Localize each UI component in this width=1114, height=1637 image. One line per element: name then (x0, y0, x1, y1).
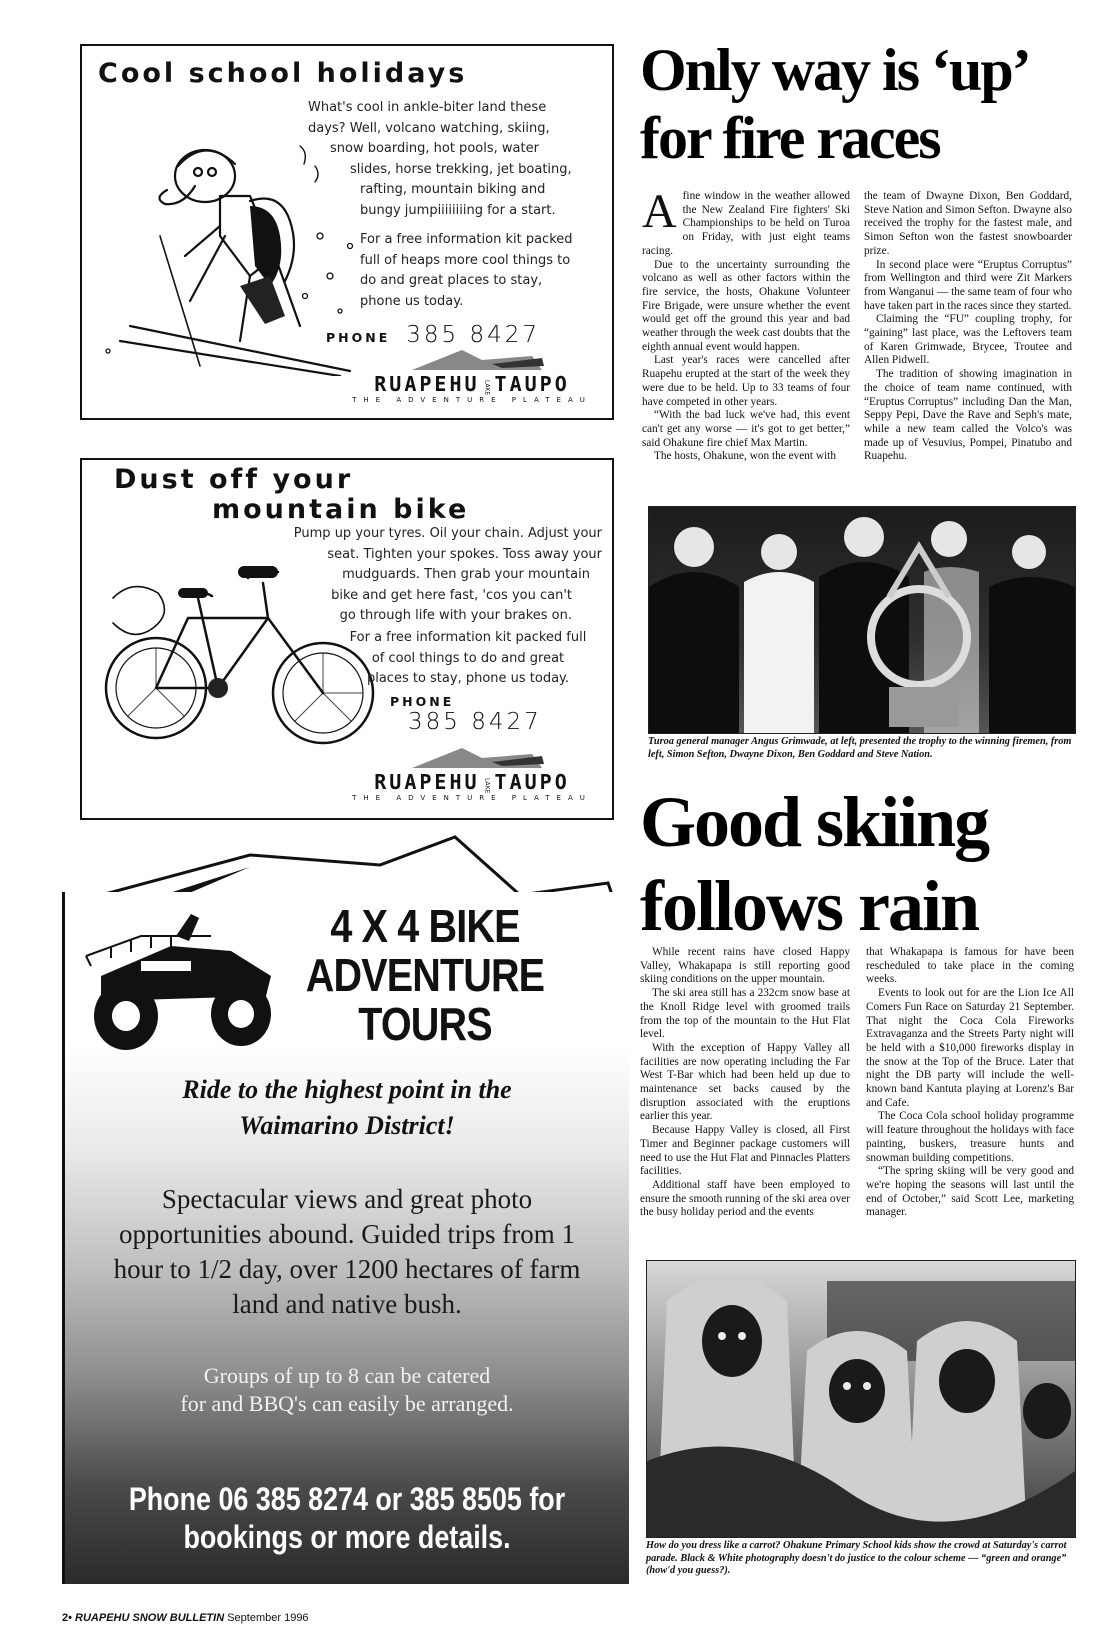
copy-line: rafting, mountain biking and (360, 182, 546, 197)
carrot-parade-caption: How do you dress like a carrot? Ohakune Primary School kids show the crowd at Saturday's carrot parade. Black & White photography doesn't do justice to the colour scheme — “green and orange” (how'd you guess?). (646, 1540, 1067, 1576)
phone-label: PHONE (390, 694, 455, 709)
groups-line: for and BBQ's can easily be arranged. (180, 1391, 514, 1416)
logo-tagline: THE ADVENTURE PLATEAU (352, 396, 592, 404)
publication-name: RUAPEHU SNOW BULLETIN (75, 1612, 225, 1624)
title-line: 4 X 4 BIKE (330, 900, 520, 952)
ad-tours-body (65, 1182, 629, 1322)
ad-bike-kit (338, 628, 598, 690)
copy-line: snow boarding, hot pools, water (330, 141, 539, 156)
logo-tagline: THE ADVENTURE PLATEAU (352, 794, 592, 802)
paragraph: The Coca Cola school holiday programme will feature throughout the holidays with face painting, buskers, treasure hunts and snowman building competitions. (866, 1110, 1074, 1164)
copy-line: slides, horse trekking, jet boating, (350, 161, 572, 177)
copy-line: of cool things to do and great (371, 650, 565, 666)
article-fire-col2 (864, 190, 1072, 464)
ad-bike-heading-line2: mountain bike (212, 494, 470, 525)
paragraph: The tradition of showing imagination in the choice of team name continued, with “Eruptus Corruptus” including Dan the Man, Seppy Pepi, Dave the Rave and Seph's mate, while a new team called the Volco's was made up of Vesuvius, Pompei, Pinatubo and Ruapehu. (864, 368, 1072, 463)
firemen-photo-caption: Turoa general manager Angus Grimwade, at left, presented the trophy to the winning firemen, from left, Simon Sefton, Dwayne Dixon, Ben Goddard and Steve Nation. (648, 736, 1072, 760)
ad-holidays-heading: Cool school holidays (98, 58, 468, 89)
title-line: TOURS (358, 998, 492, 1050)
paragraph: Due to the uncertainty surrounding the volcano as well as other factors within the fire service, the hosts, Ohakune Volunteer Fire Brigade, were unsure whether the event would get off the ground this year and bad weather through the week cast doubts that the eighth annual event would happen. (642, 258, 850, 353)
article-fire-col1 (642, 185, 850, 464)
logo-ruapehu: RUAPEHU (374, 372, 480, 396)
mountain-logo-icon (392, 744, 552, 770)
groups-line: Groups of up to 8 can be catered (203, 1363, 491, 1388)
ad-bike-heading-line1: Dust off your (114, 464, 354, 495)
copy-line: places to stay, phone us today. (366, 671, 570, 686)
carrot-parade-photo (646, 1260, 1076, 1538)
article-fire-headline (640, 36, 1030, 172)
body-line: opportunities abound. Guided trips from 1 (119, 1219, 575, 1249)
paragraph: With the exception of Happy Valley all facilities are now operating including the Far West T-Bar which had been held up due to maintenance set backs caused by the disruption associated with the eruptions earlier this year. (640, 1041, 850, 1123)
copy-line: go through life with your brakes on. (339, 608, 572, 623)
paragraph: that Whakapapa is famous for have been rescheduled to take place in the coming weeks. (866, 946, 1074, 986)
copy-line: do and great places to stay, (360, 273, 543, 288)
paragraph: “The spring skiing will be very good and we're hoping the seasons will last until the end of October,” said Scott Lee, marketing manager. (866, 1165, 1074, 1219)
issue-date: September 1996 (227, 1612, 309, 1624)
copy-line: days? Well, volcano watching, skiing, (308, 120, 550, 136)
logo-lake: LAKE (483, 379, 491, 395)
article-skiing-col1 (640, 946, 850, 1220)
ad-holidays-kit (360, 230, 600, 312)
phone-number: 385 8427 (406, 322, 540, 348)
logo-taupo: TAUPO (494, 372, 570, 396)
subtitle-line: Ride to the highest point in the (182, 1075, 512, 1104)
ad-tours-title (296, 902, 554, 1049)
quad-bike-illustration (81, 906, 281, 1056)
logo-taupo: TAUPO (494, 770, 570, 794)
ad-tours-groups (65, 1362, 629, 1418)
ruapehu-taupo-logo (322, 346, 622, 404)
phone-number: 385 8427 (408, 709, 542, 735)
ad-bike-phone (390, 694, 542, 735)
paragraph: Because Happy Valley is closed, all First Timer and Beginner package customers will need to use the Hut Flat and Pinnacles Platters facilities. (640, 1124, 850, 1178)
copy-line: For a free information kit packed full (349, 630, 587, 645)
mountain-logo-icon (392, 346, 552, 372)
ad-cool-school-holidays (80, 44, 614, 420)
title-line: ADVENTURE (305, 949, 545, 1001)
dropcap: A (642, 185, 677, 238)
ad-4x4-bike-tours (62, 892, 629, 1584)
copy-line: What's cool in ankle-biter land these (308, 100, 547, 115)
paragraph: Events to look out for are the Lion Ice All Comers Fun Race on Saturday 21 September. That night the Coca Cola Fireworks Extravaganza and the Streets Party night will be held with a $10,000 fireworks display in the snow at the Top of the Bruce. Later that night the DB party will include the well-known band Kantuta playing at Lorenz's Bar and Cafe. (866, 987, 1074, 1109)
headline-line: Only way is ‘up’ (640, 37, 1030, 103)
paragraph: Additional staff have been employed to ensure the smooth running of the ski area over the busy holiday period and the events (640, 1178, 850, 1219)
ad-holidays-phone (326, 322, 540, 348)
copy-line: Pump up your tyres. Oil your chain. Adjust your (293, 526, 602, 541)
firemen-trophy-photo (648, 506, 1076, 734)
paragraph: The ski area still has a 232cm snow base at the Knoll Ridge level with groomed trails from the top of the mountain to the Hut Flat level. (640, 987, 850, 1041)
paragraph: the team of Dwayne Dixon, Ben Goddard, Steve Nation and Simon Sefton. Dwayne also received the trophy for the fastest male, and Simon Sefton won the fastest snowboarder prize. (864, 190, 1072, 257)
ad-bike-copy (262, 524, 602, 627)
headline-line: Good skiing (640, 782, 989, 862)
ruapehu-taupo-logo (322, 744, 622, 802)
logo-lake: LAKE (483, 777, 491, 793)
article-skiing-col2 (866, 946, 1074, 1220)
page-footer: 2• RUAPEHU SNOW BULLETIN September 1996 (62, 1612, 309, 1624)
body-line: Spectacular views and great photo (161, 1184, 533, 1214)
copy-line: bike and get here fast, 'cos you can't (331, 587, 572, 603)
body-line: hour to 1/2 day, over 1200 hectares of farm (113, 1254, 581, 1284)
headline-line: for fire races (640, 105, 940, 171)
copy-line: mudguards. Then grab your mountain (342, 567, 590, 582)
phone-line: bookings or more details. (183, 1519, 511, 1555)
page-number: 2 (62, 1612, 69, 1624)
subtitle-line: Waimarino District! (239, 1111, 455, 1140)
ad-tours-phone (110, 1480, 584, 1556)
copy-line: phone us today. (360, 293, 464, 309)
copy-line: For a free information kit packed (360, 232, 573, 247)
phone-label: PHONE (326, 330, 391, 345)
copy-line: bungy jumpiiiiiiiing for a start. (360, 202, 556, 218)
ad-tours-subtitle (65, 1072, 629, 1144)
paragraph: “With the bad luck we've had, this event can't get any worse — it's got to get better,” said Ohakune fire chief Max Martin. (642, 409, 850, 449)
ad-holidays-copy (308, 98, 588, 221)
headline-line: follows rain (640, 866, 979, 946)
paragraph: The hosts, Ohakune, won the event with (654, 450, 836, 463)
paragraph: fine window in the weather allowed the New Zealand Fire fighters' Ski Championships to be held on Turoa on Friday, with just eight teams racing. (642, 190, 850, 257)
copy-line: seat. Tighten your spokes. Toss away your (327, 546, 602, 562)
body-line: land and native bush. (232, 1289, 462, 1319)
phone-line: Phone 06 385 8274 or 385 8505 for (128, 1481, 566, 1517)
paragraph: While recent rains have closed Happy Valley, Whakapapa is still reporting good skiing conditions on the upper mountain. (640, 946, 850, 986)
article-skiing-headline (640, 780, 988, 948)
copy-line: full of heaps more cool things to (360, 252, 571, 268)
paragraph: In second place were “Eruptus Corruptus” from Wellington and third were Zit Markers from Wanganui — the same team of four who have taken part in the races since they started. (864, 258, 1072, 312)
ad-mountain-bike (80, 458, 614, 820)
logo-ruapehu: RUAPEHU (374, 770, 480, 794)
paragraph: Claiming the “FU” coupling trophy, for “gaining” last place, was the Leftovers team of Karen Grimwade, Brycee, Troutee and Allen Pidwell. (864, 313, 1072, 367)
paragraph: Last year's races were cancelled after Ruapehu erupted at the start of the week they were due to be held. Up to 33 teams of four have competed in other years. (642, 354, 850, 408)
